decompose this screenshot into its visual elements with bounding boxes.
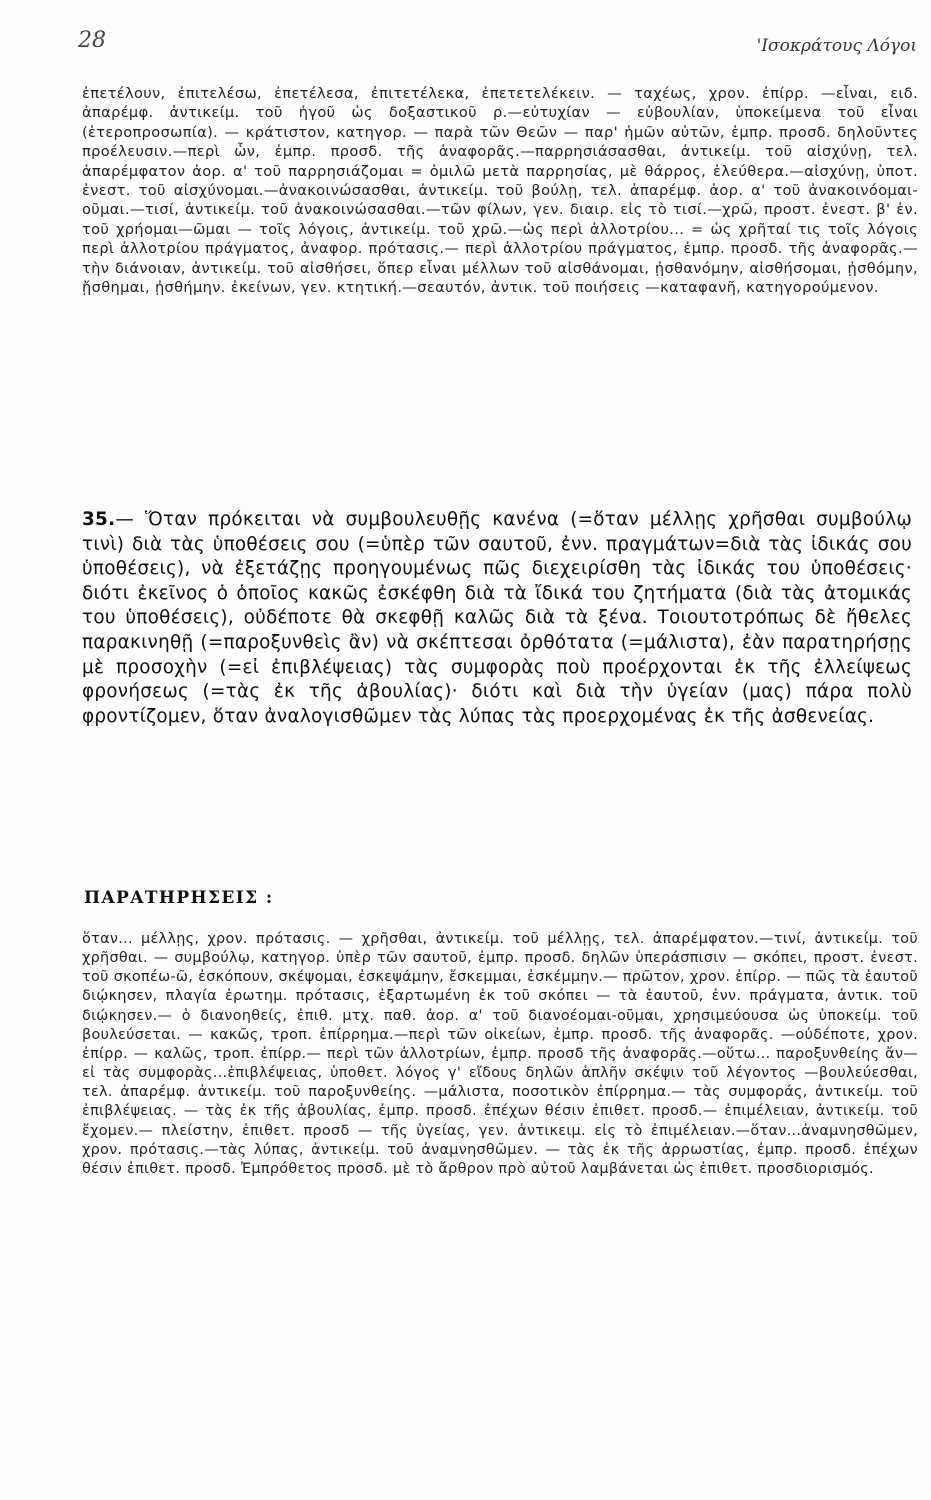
page-header [78, 22, 917, 62]
grammar-notes-bottom [82, 930, 918, 1179]
translation-paragraph [82, 508, 912, 729]
section-number: 35. [82, 509, 116, 530]
page-number: 28 [78, 28, 106, 53]
section-heading: ΠΑΡΑΤΗΡΗΣΕΙΣ : [84, 888, 274, 908]
grammar-notes-top [82, 84, 918, 297]
notes-top-text: ἐπετέλουν, ἐπιτελέσω, ἐπετέλεσα, ἐπιτετέλεκα, ἐπετετελέκειν. — ταχέως, χρον. ἐπίρρ. —εἶναι, ειδ. ἀπαρέμφ. ἀντικείμ. τοῦ ἡγοῦ ὡς δοξαστικοῦ ρ.—εὐτυχίαν — εὐβουλίαν, ὑποκείμενα τοῦ εἶναι (ἑτεροπροσωπία). — κράτιστον, κατηγορ. — παρὰ τῶν Θεῶν — παρ' ἡμῶν αὐτῶν, ἐμπρ. προσδ. δηλοῦντες προέλευσιν.—περὶ ὧν, ἐμπρ. προσδ. τῆς ἀναφορᾶς.—παρρησιάσασθαι, ἀντικείμ. τοῦ αἰσχύνῃ, τελ. ἀπαρέμφατον ἀορ. α' τοῦ παρρησιάζομαι = ὁμιλῶ μετὰ παρρησίας, μὲ θάρρος, ἐλεύθερα.—αἰσχύνῃ, ὑποτ. ἐνεστ. τοῦ αἰσχύνομαι.—ἀνακοινώσασθαι, ἀντικείμ. τοῦ βούλῃ, τελ. ἀπαρέμφ. ἀορ. α' τοῦ ἀνακοινόομαι-οῦμαι.—τισί, ἀντικείμ. τοῦ ἀνακοινώσασθαι.—τῶν φίλων, γεν. διαιρ. εἰς τὸ τισί.—χρῶ, προστ. ἐνεστ. β' ἑν. τοῦ χρήομαι—ῶμαι — τοῖς λόγοις, ἀντικείμ. τοῦ χρῶ.—ὡς περὶ ἀλλοτρίου... = ὡς χρῆταί τις τοῖς λόγοις περὶ ἀλλοτρίου πράγματος, ἀναφορ. πρότασις.— περὶ ἀλλοτρίου πράγματος, ἐμπρ. προσδ. τῆς ἀναφορᾶς.— τὴν διάνοιαν, ἀντικείμ. τοῦ αἰσθήσει, ὅπερ εἶναι μέλλων τοῦ αἰσθάνομαι, ᾐσθανόμην, αἰσθήσομαι, ᾐσθόμην, ᾔσθημαι, ᾐσθήμην. ἐκείνων, γεν. κτητική.—σεαυτόν, ἀντικ. τοῦ ποιήσεις —καταφανῆ, κατηγορούμενον. [82, 85, 918, 297]
translation-text: — Ὅταν πρόκειται νὰ συμβουλευθῇς κανένα (=ὅταν μέλλῃς χρῆσθαι συμβούλῳ τινὶ) διὰ τὰς ὑποθέσεις σου (=ὑπὲρ τῶν σαυτοῦ, ἐνν. πραγμάτων=διὰ τὰς ἰδικάς σου ὑποθέσεις), νὰ ἐξετάζῃς προηγουμένως πῶς διεχειρίσθη τὰς ἰδικάς του ὑποθέσεις· διότι ἐκεῖνος ὁ ὁποῖος κακῶς ἐσκέφθη διὰ τὰ ἴδικά του ζητήματα (διὰ τὰς ἀτομικάς του ὑποθέσεις), οὐδέποτε θὰ σκεφθῇ καλῶς διὰ τὰ ξένα. Τοιουτοτρόπως δὲ ἤθελες παρακινηθῇ (=παροξυνθεὶς ἂν) νὰ σκέπτεσαι ὀρθότατα (=μάλιστα), ἐὰν παρατηρήσῃς μὲ προσοχὴν (=εἰ ἐπιβλέψειας) τὰς συμφορὰς ποὺ προέρχονται ἐκ τῆς ἐλλείψεως φρονήσεως (=τὰς ἐκ τῆς ἀβουλίας)· διότι καὶ διὰ τὴν ὑγείαν (μας) πάρα πολὺ φροντίζομεν, ὅταν ἀναλογισθῶμεν τὰς λύπας τὰς προερχομένας ἐκ τῆς ἀσθενείας. [82, 509, 912, 727]
notes-bottom-text: ὅταν... μέλλῃς, χρον. πρότασις. — χρῆσθαι, ἀντικείμ. τοῦ μέλλῃς, τελ. ἀπαρέμφατον.—τινί, ἀντικείμ. τοῦ χρῆσθαι. — συμβούλῳ, κατηγορ. ὑπὲρ τῶν σαυτοῦ, ἐμπρ. προσδ. δηλῶν ὑπεράσπισιν — σκόπει, προστ. ἐνεστ. τοῦ σκοπέω-ῶ, ἐσκόπουν, σκέψομαι, ἐσκεψάμην, ἔσκεμμαι, ἐσκέμμην.— πρῶτον, χρον. ἐπίρρ. — πῶς τὰ ἑαυτοῦ διῴκησεν, πλαγία ἐρωτημ. πρότασις, ἐξαρτωμένη ἐκ τοῦ σκόπει — τὰ ἑαυτοῦ, ἐνν. πράγματα, ἀντικ. τοῦ διῴκησεν.— ὁ διανοηθείς, ἐπιθ. μτχ. παθ. ἀορ. α' τοῦ διανοέομαι-οῦμαι, χρησιμεύουσα ὡς ὑποκείμ. τοῦ βουλεύσεται. — κακῶς, τροπ. ἐπίρρημα.—περὶ τῶν οἰκείων, ἐμπρ. προσδ. τῆς ἀναφορᾶς. —οὐδέποτε, χρον. ἐπίρρ. — καλῶς, τροπ. ἐπίρρ.— περὶ τῶν ἀλλοτρίων, ἐμπρ. προσδ τῆς ἀναφορᾶς.—οὕτω... παροξυνθείης ἄν— εἰ τὰς συμφορὰς...ἐπιβλέψειας, ὑποθετ. λόγος γ' εἴδους δηλῶν ἁπλῆν σκέψιν τοῦ λέγοντος —βουλεύεσθαι, τελ. ἀπαρέμφ. ἀντικείμ. τοῦ παροξυνθείης. —μάλιστα, ποσοτικὸν ἐπίρρημα.— τὰς συμφοράς, ἀντικείμ. τοῦ ἐπιβλέψειας. — τὰς ἐκ τῆς ἀβουλίας, ἐμπρ. προσδ. ἐπέχων θέσιν ἐπιθετ. προσδ.— ἐπιμέλειαν, ἀντικείμ. τοῦ ἔχομεν.— πλείστην, ἐπιθετ. προσδ — τῆς ὑγείας, γεν. ἀντικειμ. εἰς τὸ ἐπιμέλειαν.—ὅταν...ἀναμνησθῶμεν, χρον. πρότασις.—τὰς λύπας, ἀντικείμ. τοῦ ἀναμνησθῶμεν. — τὰς ἐκ τῆς ἀρρωστίας, ἐμπρ. προσδ. ἐπέχων θέσιν ἐπιθετ. προσδ. Ἐμπρόθετος προσδ. μὲ τὸ ἄρθρον πρὸ αὐτοῦ λαμβάνεται ὡς ἐπιθετ. προσδιορισμός. [82, 931, 918, 1177]
running-head: 'Ισοκράτους Λόγοι [756, 36, 917, 56]
